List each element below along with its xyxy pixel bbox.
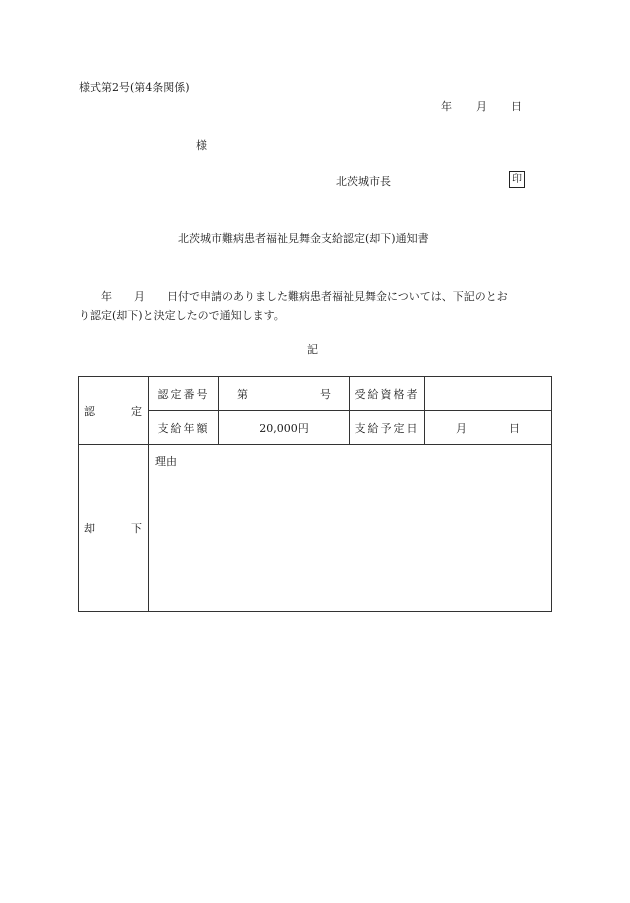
approval-label-first: 認: [84, 404, 95, 418]
month-label: 月: [476, 100, 487, 113]
rejection-label-cell: [79, 445, 149, 612]
seal-label: 印: [512, 173, 522, 185]
annual-amount-value[interactable]: 20,000円: [219, 411, 350, 445]
seal-stamp: [509, 171, 525, 188]
approval-label-last: 定: [131, 404, 142, 418]
form-number: 様式第2号(第4条関係): [79, 81, 190, 94]
approval-table: [78, 376, 552, 612]
cert-number-value[interactable]: [219, 377, 350, 411]
cert-number-prefix: 第: [237, 387, 248, 401]
addressee: 様: [196, 139, 207, 152]
reason-label: 理由: [155, 455, 177, 468]
scheduled-day: 日: [509, 421, 520, 435]
table-row: [79, 411, 552, 445]
body-line-1: 年 月 日付で申請のありました難病患者福祉見舞金については、下記のとお: [79, 290, 508, 303]
scheduled-month: 月: [456, 421, 467, 435]
reason-field[interactable]: [149, 445, 552, 612]
rejection-label-last: 下: [131, 522, 142, 535]
body-text: [79, 287, 551, 325]
issuer-name: 北茨城市長: [336, 175, 391, 188]
document-title: 北茨城市難病患者福祉見舞金支給認定(却下)通知書: [178, 232, 429, 245]
annual-amount-label: 支給年額: [149, 411, 219, 445]
table-row: [79, 377, 552, 411]
qualified-person-label: 受給資格者: [350, 377, 425, 411]
scheduled-date-label: 支給予定日: [350, 411, 425, 445]
body-line-2: り認定(却下)と決定したので通知します。: [79, 309, 285, 322]
year-label: 年: [441, 100, 452, 113]
issue-date: [441, 101, 522, 112]
rejection-label-first: 却: [84, 522, 95, 535]
table-row: [79, 445, 552, 612]
section-heading: 記: [307, 343, 318, 356]
cert-number-suffix: 号: [320, 387, 331, 401]
day-label: 日: [511, 100, 522, 113]
approval-label-cell: [79, 377, 149, 445]
scheduled-date-value[interactable]: [425, 411, 552, 445]
cert-number-label: 認定番号: [149, 377, 219, 411]
qualified-person-value[interactable]: [425, 377, 552, 411]
